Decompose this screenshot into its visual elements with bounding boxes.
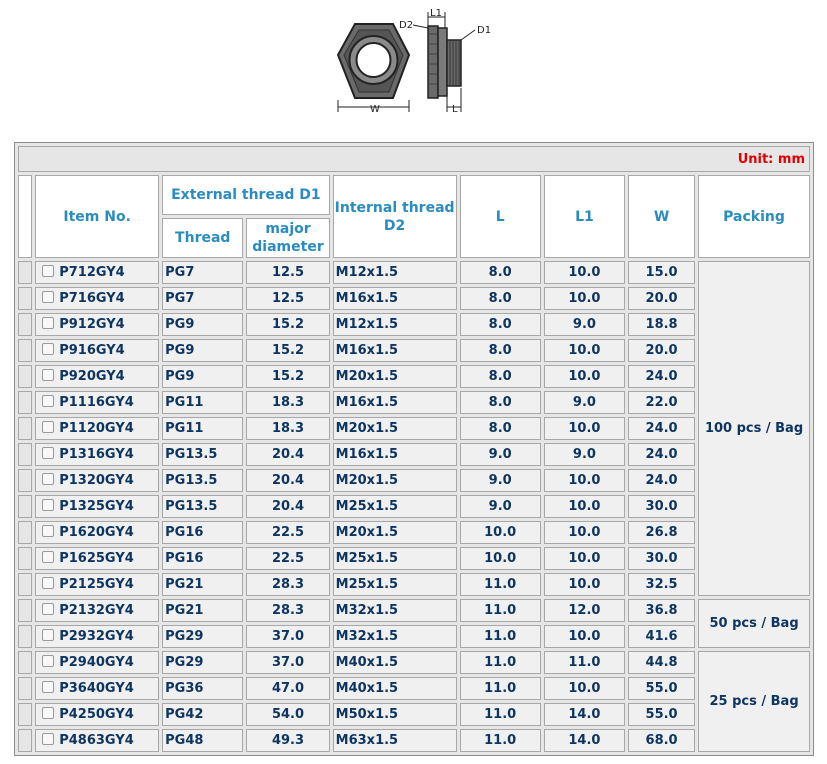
l-cell: 11.0 [460,599,541,622]
table-row [18,625,810,648]
thread-cell: PG13.5 [162,443,243,466]
item-number: P712GY4 [59,265,125,280]
side-flange [428,26,438,98]
row-checkbox[interactable] [42,317,54,329]
l-cell: 8.0 [460,261,541,284]
table-row [18,261,810,284]
thread-cell: PG9 [162,339,243,362]
row-select-cell [18,313,32,336]
l1-cell: 10.0 [544,469,625,492]
l1-cell: 10.0 [544,417,625,440]
l-cell: 9.0 [460,443,541,466]
w-cell: 20.0 [628,287,695,310]
table-row [18,729,810,752]
table-row [18,417,810,440]
major-diameter-cell: 18.3 [246,417,329,440]
row-select-cell [18,261,32,284]
packing-cell: 50 pcs / Bag [698,599,810,648]
item-cell [35,261,159,284]
item-cell [35,729,159,752]
l1-cell: 10.0 [544,547,625,570]
table-row [18,469,810,492]
row-checkbox[interactable] [42,395,54,407]
l-cell: 8.0 [460,339,541,362]
w-cell: 20.0 [628,339,695,362]
row-select-cell [18,573,32,596]
w-cell: 24.0 [628,443,695,466]
row-checkbox[interactable] [42,343,54,355]
row-select-cell [18,495,32,518]
row-select-cell [18,651,32,674]
packing-cell: 100 pcs / Bag [698,261,810,596]
item-cell [35,495,159,518]
row-select-cell [18,547,32,570]
w-cell: 44.8 [628,651,695,674]
spec-table [14,142,814,756]
internal-thread-cell: M32x1.5 [333,599,457,622]
w-cell: 15.0 [628,261,695,284]
thread-cell: PG11 [162,417,243,440]
packing-cell: 25 pcs / Bag [698,651,810,752]
internal-thread-cell: M16x1.5 [333,391,457,414]
major-diameter-cell: 22.5 [246,521,329,544]
major-diameter-cell: 37.0 [246,651,329,674]
w-cell: 18.8 [628,313,695,336]
w-cell: 30.0 [628,495,695,518]
w-cell: 55.0 [628,677,695,700]
thread-cell: PG13.5 [162,495,243,518]
item-number: P716GY4 [59,291,125,306]
item-number: P912GY4 [59,317,125,332]
table-row [18,339,810,362]
row-select-cell [18,599,32,622]
thread-cell: PG21 [162,573,243,596]
thread-cell: PG16 [162,521,243,544]
internal-thread-cell: M12x1.5 [333,313,457,336]
item-number: P2940GY4 [59,655,134,670]
item-number: P1316GY4 [59,447,134,462]
l-cell: 11.0 [460,651,541,674]
header-row-1 [18,175,810,215]
table-row [18,651,810,674]
item-cell [35,313,159,336]
major-diameter-cell: 20.4 [246,469,329,492]
thread-cell: PG7 [162,261,243,284]
l-cell: 11.0 [460,729,541,752]
header-external-thread: External thread D1 [162,175,330,215]
thread-cell: PG21 [162,599,243,622]
w-cell: 68.0 [628,729,695,752]
label-l: L [452,104,458,115]
item-number: P920GY4 [59,369,125,384]
header-packing: Packing [698,175,810,258]
l-cell: 11.0 [460,677,541,700]
row-checkbox[interactable] [42,265,54,277]
row-checkbox[interactable] [42,369,54,381]
internal-thread-cell: M12x1.5 [333,261,457,284]
header-major-diameter: major diameter [246,218,329,258]
thread-cell: PG9 [162,365,243,388]
l1-cell: 10.0 [544,287,625,310]
thread-cell: PG13.5 [162,469,243,492]
label-d1: D1 [477,25,492,36]
item-cell [35,417,159,440]
row-checkbox[interactable] [42,733,54,745]
l-cell: 8.0 [460,417,541,440]
w-cell: 36.8 [628,599,695,622]
item-cell [35,677,159,700]
item-cell [35,469,159,492]
l-cell: 8.0 [460,287,541,310]
label-l1: L1 [430,8,442,19]
l1-cell: 10.0 [544,677,625,700]
header-l: L [460,175,541,258]
thread-cell: PG29 [162,651,243,674]
header-internal-thread: Internal thread D2 [333,175,457,258]
item-cell [35,339,159,362]
thread-cell: PG7 [162,287,243,310]
item-number: P2125GY4 [59,577,134,592]
l1-cell: 10.0 [544,521,625,544]
item-cell [35,365,159,388]
major-diameter-cell: 37.0 [246,625,329,648]
table-body [18,261,810,752]
l-cell: 10.0 [460,547,541,570]
row-checkbox[interactable] [42,525,54,537]
item-cell [35,521,159,544]
l1-cell: 11.0 [544,651,625,674]
l1-cell: 14.0 [544,703,625,726]
internal-thread-cell: M40x1.5 [333,677,457,700]
label-d2: D2 [399,20,414,31]
item-number: P916GY4 [59,343,125,358]
item-number: P1625GY4 [59,551,134,566]
unit-row [18,146,810,172]
row-checkbox[interactable] [42,551,54,563]
l-cell: 8.0 [460,365,541,388]
major-diameter-cell: 22.5 [246,547,329,570]
item-cell [35,391,159,414]
hex-reducer-diagram [329,6,499,118]
l-cell: 8.0 [460,391,541,414]
row-select-cell [18,469,32,492]
internal-thread-cell: M40x1.5 [333,651,457,674]
major-diameter-cell: 49.3 [246,729,329,752]
l-cell: 11.0 [460,625,541,648]
internal-thread-cell: M20x1.5 [333,365,457,388]
internal-thread-cell: M16x1.5 [333,339,457,362]
w-cell: 55.0 [628,703,695,726]
internal-thread-cell: M25x1.5 [333,547,457,570]
row-checkbox[interactable] [42,291,54,303]
internal-thread-cell: M16x1.5 [333,287,457,310]
row-select-cell [18,339,32,362]
internal-thread-cell: M32x1.5 [333,625,457,648]
item-cell [35,287,159,310]
w-cell: 26.8 [628,521,695,544]
item-number: P1116GY4 [59,395,134,410]
row-checkbox[interactable] [42,655,54,667]
l1-cell: 12.0 [544,599,625,622]
major-diameter-cell: 20.4 [246,495,329,518]
l-cell: 10.0 [460,521,541,544]
thread-cell: PG11 [162,391,243,414]
unit-label: Unit: mm [18,146,810,172]
table-row [18,495,810,518]
l1-cell: 9.0 [544,313,625,336]
header-w: W [628,175,695,258]
major-diameter-cell: 28.3 [246,599,329,622]
item-cell [35,599,159,622]
l-cell: 11.0 [460,703,541,726]
internal-thread-cell: M16x1.5 [333,443,457,466]
w-cell: 24.0 [628,469,695,492]
internal-thread-cell: M25x1.5 [333,495,457,518]
w-cell: 22.0 [628,391,695,414]
w-cell: 41.6 [628,625,695,648]
l-cell: 11.0 [460,573,541,596]
internal-thread-cell: M50x1.5 [333,703,457,726]
l1-cell: 10.0 [544,261,625,284]
major-diameter-cell: 18.3 [246,391,329,414]
item-cell [35,547,159,570]
thread-cell: PG29 [162,625,243,648]
header-l1: L1 [544,175,625,258]
internal-thread-cell: M63x1.5 [333,729,457,752]
l1-cell: 10.0 [544,625,625,648]
row-checkbox[interactable] [42,681,54,693]
major-diameter-cell: 15.2 [246,313,329,336]
item-cell [35,443,159,466]
row-checkbox[interactable] [42,421,54,433]
major-diameter-cell: 15.2 [246,365,329,388]
row-select-cell [18,417,32,440]
w-cell: 24.0 [628,365,695,388]
row-checkbox[interactable] [42,629,54,641]
item-cell [35,651,159,674]
thread-cell: PG9 [162,313,243,336]
table-row [18,521,810,544]
major-diameter-cell: 20.4 [246,443,329,466]
item-number: P2132GY4 [59,603,134,618]
l1-cell: 9.0 [544,391,625,414]
header-item-no: Item No. [35,175,159,258]
row-select-cell [18,521,32,544]
header-select-column [18,175,32,258]
major-diameter-cell: 15.2 [246,339,329,362]
major-diameter-cell: 54.0 [246,703,329,726]
row-select-cell [18,391,32,414]
table-row [18,573,810,596]
item-number: P1325GY4 [59,499,134,514]
table-row [18,313,810,336]
row-select-cell [18,443,32,466]
major-diameter-cell: 12.5 [246,287,329,310]
row-select-cell [18,677,32,700]
row-select-cell [18,703,32,726]
item-number: P1320GY4 [59,473,134,488]
w-cell: 24.0 [628,417,695,440]
label-w: W [370,104,380,115]
item-cell [35,573,159,596]
table-row [18,287,810,310]
item-cell [35,703,159,726]
table-row [18,443,810,466]
l-cell: 9.0 [460,469,541,492]
internal-thread-cell: M25x1.5 [333,573,457,596]
thread-cell: PG42 [162,703,243,726]
l1-cell: 10.0 [544,365,625,388]
major-diameter-cell: 28.3 [246,573,329,596]
l1-cell: 10.0 [544,339,625,362]
l1-cell: 14.0 [544,729,625,752]
table-row [18,677,810,700]
table-row [18,547,810,570]
internal-thread-cell: M20x1.5 [333,417,457,440]
row-select-cell [18,287,32,310]
internal-thread-cell: M20x1.5 [333,469,457,492]
w-cell: 30.0 [628,547,695,570]
bore-hole [357,43,391,77]
row-select-cell [18,729,32,752]
table-row [18,365,810,388]
item-number: P3640GY4 [59,681,134,696]
item-number: P1120GY4 [59,421,134,436]
l1-cell: 10.0 [544,573,625,596]
l-cell: 9.0 [460,495,541,518]
header-thread: Thread [162,218,243,258]
row-select-cell [18,365,32,388]
table-row [18,391,810,414]
l-cell: 8.0 [460,313,541,336]
item-number: P4863GY4 [59,733,134,748]
row-checkbox[interactable] [42,473,54,485]
row-checkbox[interactable] [42,447,54,459]
thread-cell: PG36 [162,677,243,700]
w-cell: 32.5 [628,573,695,596]
l1-cell: 10.0 [544,495,625,518]
item-number: P4250GY4 [59,707,134,722]
row-checkbox[interactable] [42,707,54,719]
internal-thread-cell: M20x1.5 [333,521,457,544]
thread-cell: PG16 [162,547,243,570]
table-row [18,703,810,726]
row-checkbox[interactable] [42,603,54,615]
major-diameter-cell: 47.0 [246,677,329,700]
item-number: P2932GY4 [59,629,134,644]
item-number: P1620GY4 [59,525,134,540]
major-diameter-cell: 12.5 [246,261,329,284]
row-checkbox[interactable] [42,499,54,511]
thread-cell: PG48 [162,729,243,752]
row-checkbox[interactable] [42,577,54,589]
row-select-cell [18,625,32,648]
item-cell [35,625,159,648]
product-drawing [329,6,499,118]
table-row [18,599,810,622]
l1-cell: 9.0 [544,443,625,466]
